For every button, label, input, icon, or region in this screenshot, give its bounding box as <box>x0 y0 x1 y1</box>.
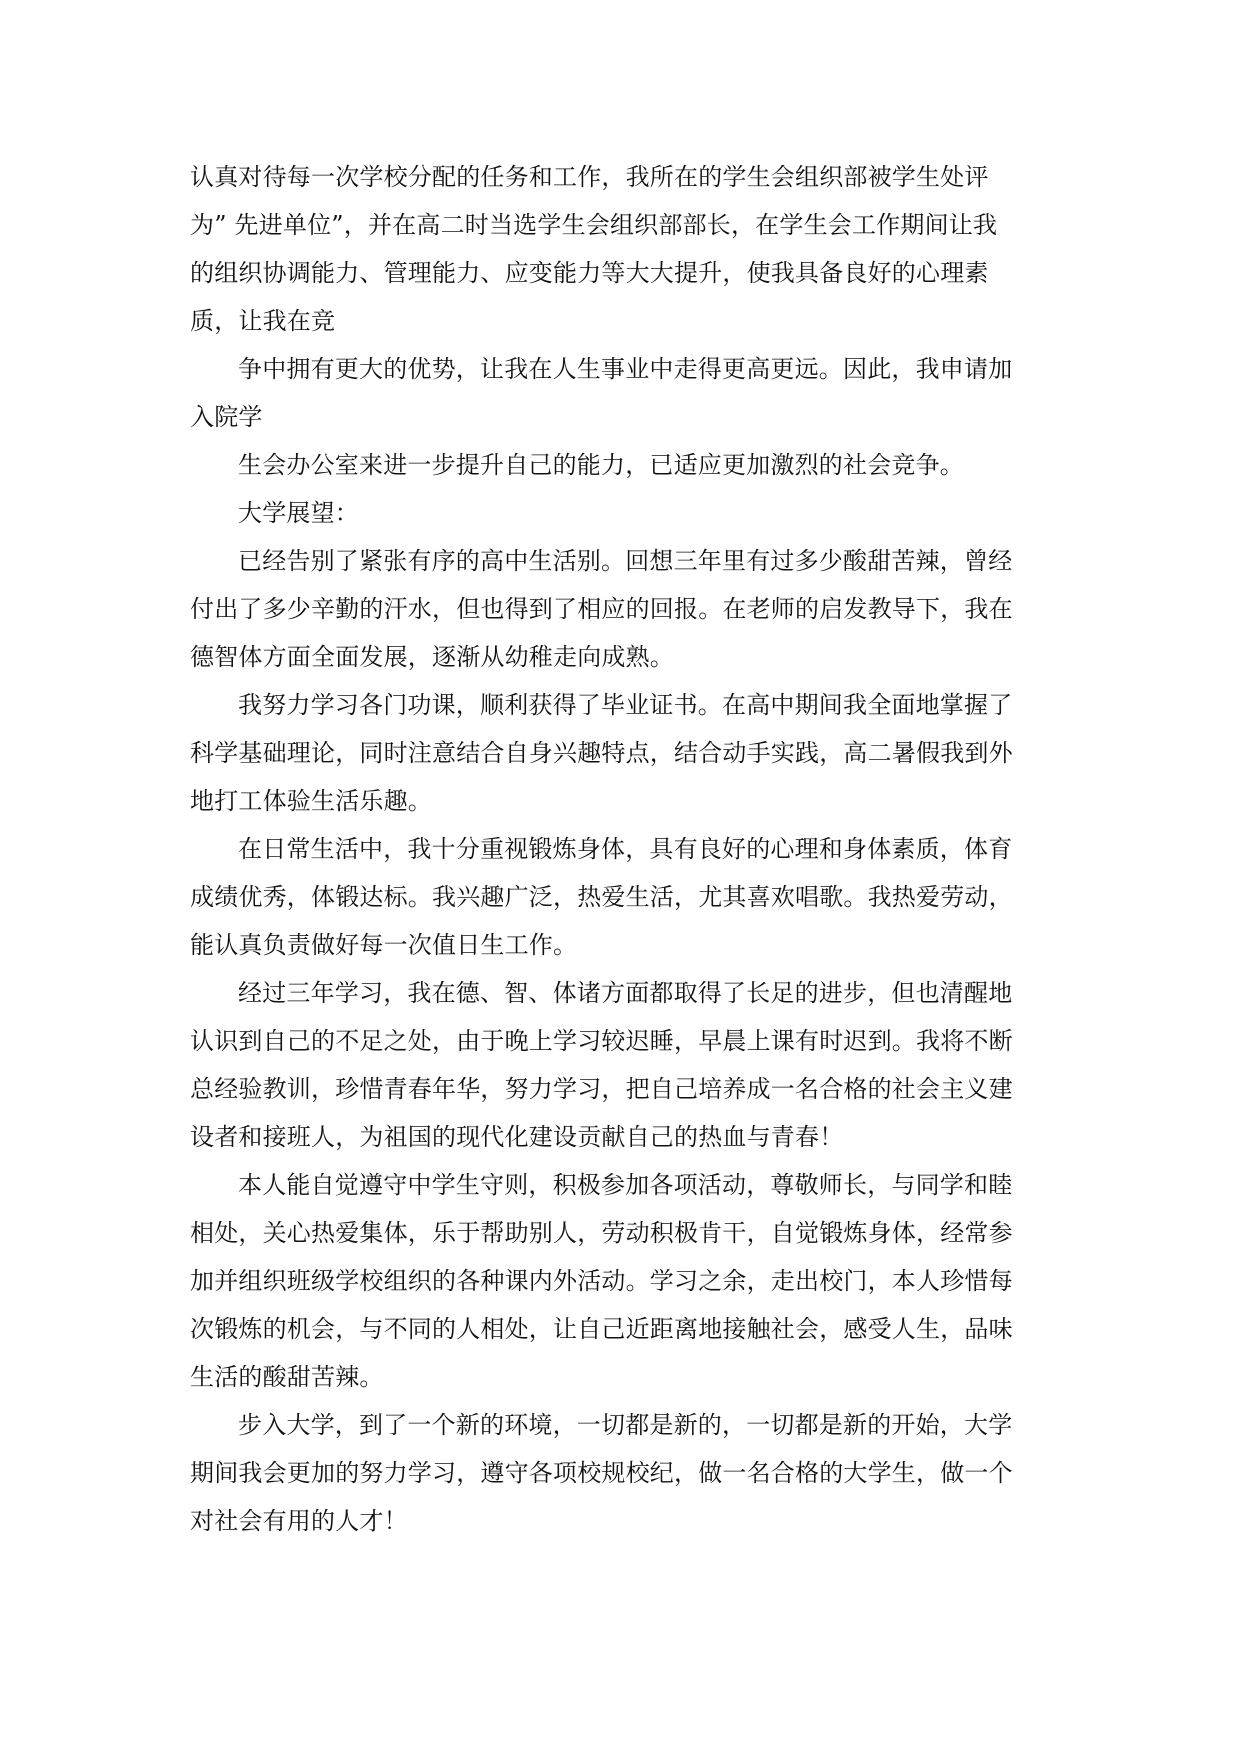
text-line: 的组织协调能力、管理能力、应变能力等大大提升，使我具备良好的心理素 <box>190 259 989 287</box>
text-line: 付出了多少辛勤的汗水，但也得到了相应的回报。在老师的启发教导下，我在 <box>190 595 1013 623</box>
text-line: 科学基础理论，同时注意结合自身兴趣特点，结合动手实践，高二暑假我到外 <box>190 739 1013 767</box>
text-line: 德智体方面全面发展，逐渐从幼稚走向成熟。 <box>190 643 674 671</box>
text-line: 步入大学，到了一个新的环境，一切都是新的，一切都是新的开始，大学 <box>238 1411 1013 1439</box>
text-line: 总经验教训，珍惜青春年华，努力学习，把自己培养成一名合格的社会主义建 <box>190 1075 1013 1103</box>
text-line: 设者和接班人，为祖国的现代化建设贡献自己的热血与青春！ <box>190 1123 844 1151</box>
text-line: 已经告别了紧张有序的高中生活别。回想三年里有过多少酸甜苦辣，曾经 <box>238 547 1013 575</box>
text-line: 质，让我在竞 <box>190 307 336 335</box>
text-line: 期间我会更加的努力学习，遵守各项校规校纪，做一名合格的大学生，做一个 <box>190 1459 1013 1487</box>
text-line: 成绩优秀，体锻达标。我兴趣广泛，热爱生活，尤其喜欢唱歌。我热爱劳动， <box>190 883 1013 911</box>
text-line: 能认真负责做好每一次值日生工作。 <box>190 931 578 959</box>
text-line: 次锻炼的机会，与不同的人相处，让自己近距离地接触社会，感受人生，品味 <box>190 1315 1013 1343</box>
text-line: 大学展望： <box>238 499 359 527</box>
text-line: 地打工体验生活乐趣。 <box>190 787 432 815</box>
text-line: 认真对待每一次学校分配的任务和工作，我所在的学生会组织部被学生处评 <box>190 163 989 191</box>
text-line: 加并组织班级学校组织的各种课内外活动。学习之余，走出校门，本人珍惜每 <box>190 1267 1013 1295</box>
text-line: 在日常生活中，我十分重视锻炼身体，具有良好的心理和身体素质，体育 <box>238 835 1013 863</box>
text-line: 生会办公室来进一步提升自己的能力，已适应更加激烈的社会竞争。 <box>238 451 964 479</box>
document-body <box>190 153 1050 1545</box>
text-line: 相处，关心热爱集体，乐于帮助别人，劳动积极肯干，自觉锻炼身体，经常参 <box>190 1219 1013 1247</box>
text-line: 经过三年学习，我在德、智、体诸方面都取得了长足的进步，但也清醒地 <box>238 979 1013 1007</box>
text-line: 对社会有用的人才！ <box>190 1507 408 1535</box>
text-line: 本人能自觉遵守中学生守则，积极参加各项活动，尊敬师长，与同学和睦 <box>238 1171 1013 1199</box>
text-line: 为” 先进单位”，并在高二时当选学生会组织部部长，在学生会工作期间让我 <box>190 211 998 239</box>
text-line: 生活的酸甜苦辣。 <box>190 1363 384 1391</box>
text-line: 入院学 <box>190 403 263 431</box>
text-line: 争中拥有更大的优势，让我在人生事业中走得更高更远。因此，我申请加 <box>238 355 1013 383</box>
text-line: 我努力学习各门功课，顺利获得了毕业证书。在高中期间我全面地掌握了 <box>238 691 1013 719</box>
text-line: 认识到自己的不足之处，由于晚上学习较迟睡，早晨上课有时迟到。我将不断 <box>190 1027 1013 1055</box>
